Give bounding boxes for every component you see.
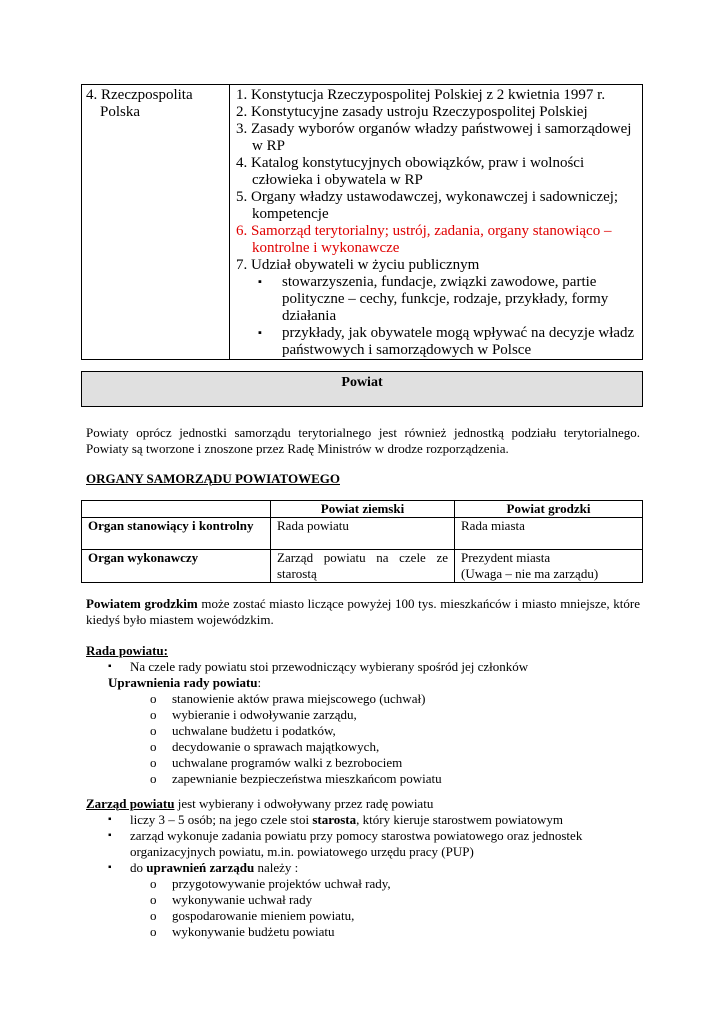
table-row bbox=[82, 518, 643, 550]
list-item: o wykonywanie budżetu powiatu bbox=[150, 924, 335, 939]
section-header: Powiat bbox=[81, 371, 643, 407]
list-item: o wybieranie i odwoływanie zarządu, bbox=[150, 707, 357, 722]
list-item: ▪ do uprawnień zarządu należy : bbox=[108, 860, 299, 875]
list-item: o wykonywanie uchwał rady bbox=[150, 892, 313, 907]
table-cell: Zarząd powiatu na czele ze starostą bbox=[271, 550, 455, 583]
sub-list-item: ▪ przykłady, jak obywatele mogą wpływać na decyzje władz państwowych i samorządowych w Polsce bbox=[258, 325, 635, 358]
table-header-row bbox=[82, 501, 643, 518]
list-item: o stanowienie aktów prawa miejscowego (uchwał) bbox=[150, 691, 426, 706]
rada-title: Rada powiatu: bbox=[86, 643, 168, 658]
table-header: Powiat grodzki bbox=[455, 501, 643, 518]
topics-cell bbox=[230, 85, 643, 360]
topic-label: 4. Rzeczpospolita Polska bbox=[86, 87, 193, 120]
curriculum-table bbox=[81, 84, 643, 360]
circle-bullet-icon: o bbox=[150, 908, 157, 923]
rada-powers-title: Uprawnienia rady powiatu: bbox=[108, 675, 262, 690]
square-bullet-icon: ▪ bbox=[108, 830, 112, 841]
circle-bullet-icon: o bbox=[150, 707, 157, 722]
list-item: ▪ liczy 3 – 5 osób; na jego czele stoi starosta, który kieruje starostwem powiatowym bbox=[108, 812, 564, 827]
circle-bullet-icon: o bbox=[150, 739, 157, 754]
circle-bullet-icon: o bbox=[150, 723, 157, 738]
table-header-empty bbox=[82, 501, 271, 518]
organs-title: ORGANY SAMORZĄDU POWIATOWEGO bbox=[86, 471, 340, 486]
organs-table bbox=[81, 500, 643, 583]
square-bullet-icon: ▪ bbox=[258, 276, 262, 288]
table-cell-label: Organ wykonawczy bbox=[82, 550, 271, 583]
list-item: 3. Zasady wyborów organów władzy państwowej i samorządowej w RP bbox=[236, 121, 632, 154]
table-cell: Prezydent miasta (Uwaga – nie ma zarządu) bbox=[455, 550, 643, 583]
intro-paragraph: Powiaty oprócz jednostki samorządu terytorialnego jest również jednostką podziału terytorialnego. Powiaty są tworzone i znoszone przez Radę Ministrów w drodze rozporządzenia. bbox=[86, 425, 640, 456]
zarzad-title: Zarząd powiatu jest wybierany i odwoływany przez radę powiatu bbox=[86, 796, 434, 811]
square-bullet-icon: ▪ bbox=[108, 862, 112, 873]
square-bullet-icon: ▪ bbox=[108, 661, 112, 672]
circle-bullet-icon: o bbox=[150, 755, 157, 770]
sub-list-item: ▪ stowarzyszenia, fundacje, związki zawodowe, partie polityczne – cechy, funkcje, rodzaje, przykłady, formy działania bbox=[258, 274, 609, 324]
list-item-highlighted: 6. Samorząd terytorialny; ustrój, zadania, organy stanowiąco – kontrolne i wykonawcze bbox=[236, 223, 612, 256]
list-item: 4. Katalog konstytucyjnych obowiązków, praw i wolności człowieka i obywatela w RP bbox=[236, 155, 585, 188]
circle-bullet-icon: o bbox=[150, 924, 157, 939]
table-cell: Rada miasta bbox=[455, 518, 643, 550]
sub-list bbox=[236, 274, 638, 359]
list-item: o zapewnianie bezpieczeństwa mieszkańcom powiatu bbox=[150, 771, 442, 786]
grodzki-paragraph: Powiatem grodzkim może zostać miasto liczące powyżej 100 tys. mieszkańców i miasto mniejsze, które kiedyś było miastem wojewódzkim. bbox=[86, 596, 641, 627]
table-cell-label: Organ stanowiący i kontrolny bbox=[82, 518, 271, 550]
square-bullet-icon: ▪ bbox=[258, 327, 262, 339]
list-item: 2. Konstytucyjne zasady ustroju Rzeczypospolitej Polskiej bbox=[236, 104, 588, 120]
circle-bullet-icon: o bbox=[150, 691, 157, 706]
square-bullet-icon: ▪ bbox=[108, 814, 112, 825]
circle-bullet-icon: o bbox=[150, 892, 157, 907]
list-item: o gospodarowanie mieniem powiatu, bbox=[150, 908, 355, 923]
table-cell: Rada powiatu bbox=[271, 518, 455, 550]
list-item: 5. Organy władzy ustawodawczej, wykonawczej i sadowniczej; kompetencje bbox=[236, 189, 619, 222]
list-item: ▪ Na czele rady powiatu stoi przewodniczący wybierany spośród jej członków bbox=[108, 659, 529, 674]
list-item: 7. Udział obywateli w życiu publicznym bbox=[236, 257, 480, 273]
topic-cell bbox=[82, 85, 230, 360]
list-item: o przygotowywanie projektów uchwał rady, bbox=[150, 876, 391, 891]
list-item: o decydowanie o sprawach majątkowych, bbox=[150, 739, 380, 754]
rada-section bbox=[86, 643, 646, 787]
circle-bullet-icon: o bbox=[150, 876, 157, 891]
list-item: o uchwalane programów walki z bezrobociem bbox=[150, 755, 403, 770]
table-cell-note: (Uwaga – nie ma zarządu) bbox=[461, 566, 599, 581]
topic-list bbox=[236, 87, 638, 274]
list-item: 1. Konstytucja Rzeczypospolitej Polskiej z 2 kwietnia 1997 r. bbox=[236, 87, 606, 103]
table-header: Powiat ziemski bbox=[271, 501, 455, 518]
table-row bbox=[82, 550, 643, 583]
list-item: ▪ zarząd wykonuje zadania powiatu przy pomocy starostwa powiatowego oraz jednostek organizacyjnych powiatu, m.in. powiatowego urzędu pracy (PUP) bbox=[108, 828, 583, 859]
circle-bullet-icon: o bbox=[150, 771, 157, 786]
list-item: o uchwalane budżetu i podatków, bbox=[150, 723, 336, 738]
zarzad-section bbox=[86, 796, 646, 940]
